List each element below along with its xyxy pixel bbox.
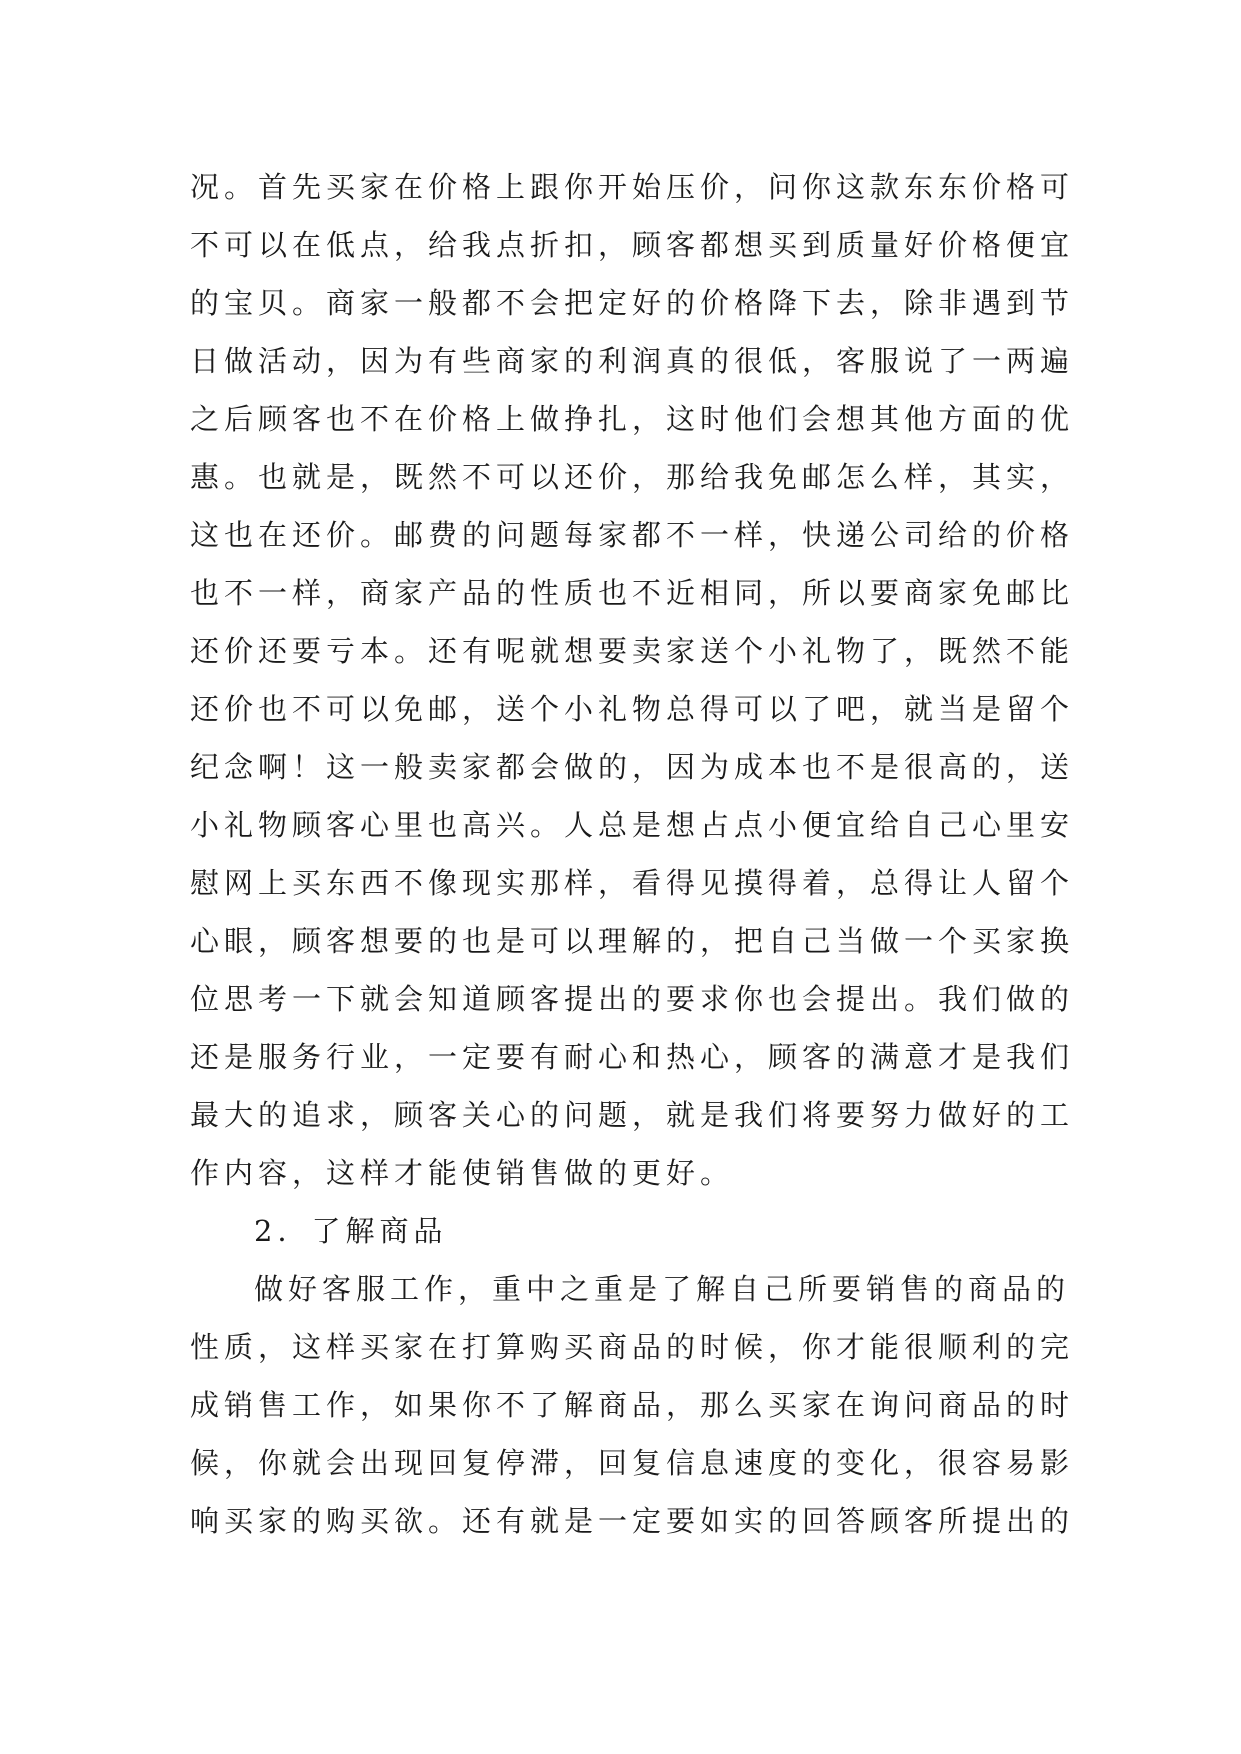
- text-line: 不可以在低点，给我点折扣，顾客都想买到质量好价格便宜: [190, 228, 1075, 262]
- text-line: 最大的追求，顾客关心的问题，就是我们将要努力做好的工: [190, 1098, 1075, 1132]
- text-line: 的宝贝。商家一般都不会把定好的价格降下去，除非遇到节: [190, 286, 1075, 320]
- text-line: 惠。也就是，既然不可以还价，那给我免邮怎么样，其实，: [190, 460, 1075, 494]
- section-heading: 2．了解商品: [254, 1214, 448, 1248]
- text-line: 位思考一下就会知道顾客提出的要求你也会提出。我们做的: [190, 982, 1075, 1016]
- text-line: 日做活动，因为有些商家的利润真的很低，客服说了一两遍: [190, 344, 1075, 378]
- text-line: 这也在还价。邮费的问题每家都不一样，快递公司给的价格: [190, 518, 1075, 552]
- text-line: 之后顾客也不在价格上做挣扎，这时他们会想其他方面的优: [190, 402, 1075, 436]
- text-line: 还是服务行业，一定要有耐心和热心，顾客的满意才是我们: [190, 1040, 1075, 1074]
- text-line: 还价还要亏本。还有呢就想要卖家送个小礼物了，既然不能: [190, 634, 1075, 668]
- text-line: 小礼物顾客心里也高兴。人总是想占点小便宜给自己心里安: [190, 808, 1075, 842]
- text-line: 况。首先买家在价格上跟你开始压价，问你这款东东价格可: [190, 170, 1075, 204]
- text-line: 性质，这样买家在打算购买商品的时候，你才能很顺利的完: [190, 1330, 1075, 1364]
- text-line: 还价也不可以免邮，送个小礼物总得可以了吧，就当是留个: [190, 692, 1075, 726]
- text-line: 候，你就会出现回复停滞，回复信息速度的变化，很容易影: [190, 1446, 1075, 1480]
- text-line: 心眼，顾客想要的也是可以理解的，把自己当做一个买家换: [190, 924, 1075, 958]
- text-line: 作内容，这样才能使销售做的更好。: [190, 1156, 735, 1190]
- text-line: 也不一样，商家产品的性质也不近相同，所以要商家免邮比: [190, 576, 1075, 610]
- text-line: 响买家的购买欲。还有就是一定要如实的回答顾客所提出的: [190, 1504, 1075, 1538]
- paragraph-first-line: 做好客服工作，重中之重是了解自己所要销售的商品的: [254, 1272, 1071, 1306]
- text-line: 慰网上买东西不像现实那样，看得见摸得着，总得让人留个: [190, 866, 1075, 900]
- body-text: [190, 158, 1075, 1550]
- text-line: 纪念啊！这一般卖家都会做的，因为成本也不是很高的，送: [190, 750, 1075, 784]
- text-line: 成销售工作，如果你不了解商品，那么买家在询问商品的时: [190, 1388, 1075, 1422]
